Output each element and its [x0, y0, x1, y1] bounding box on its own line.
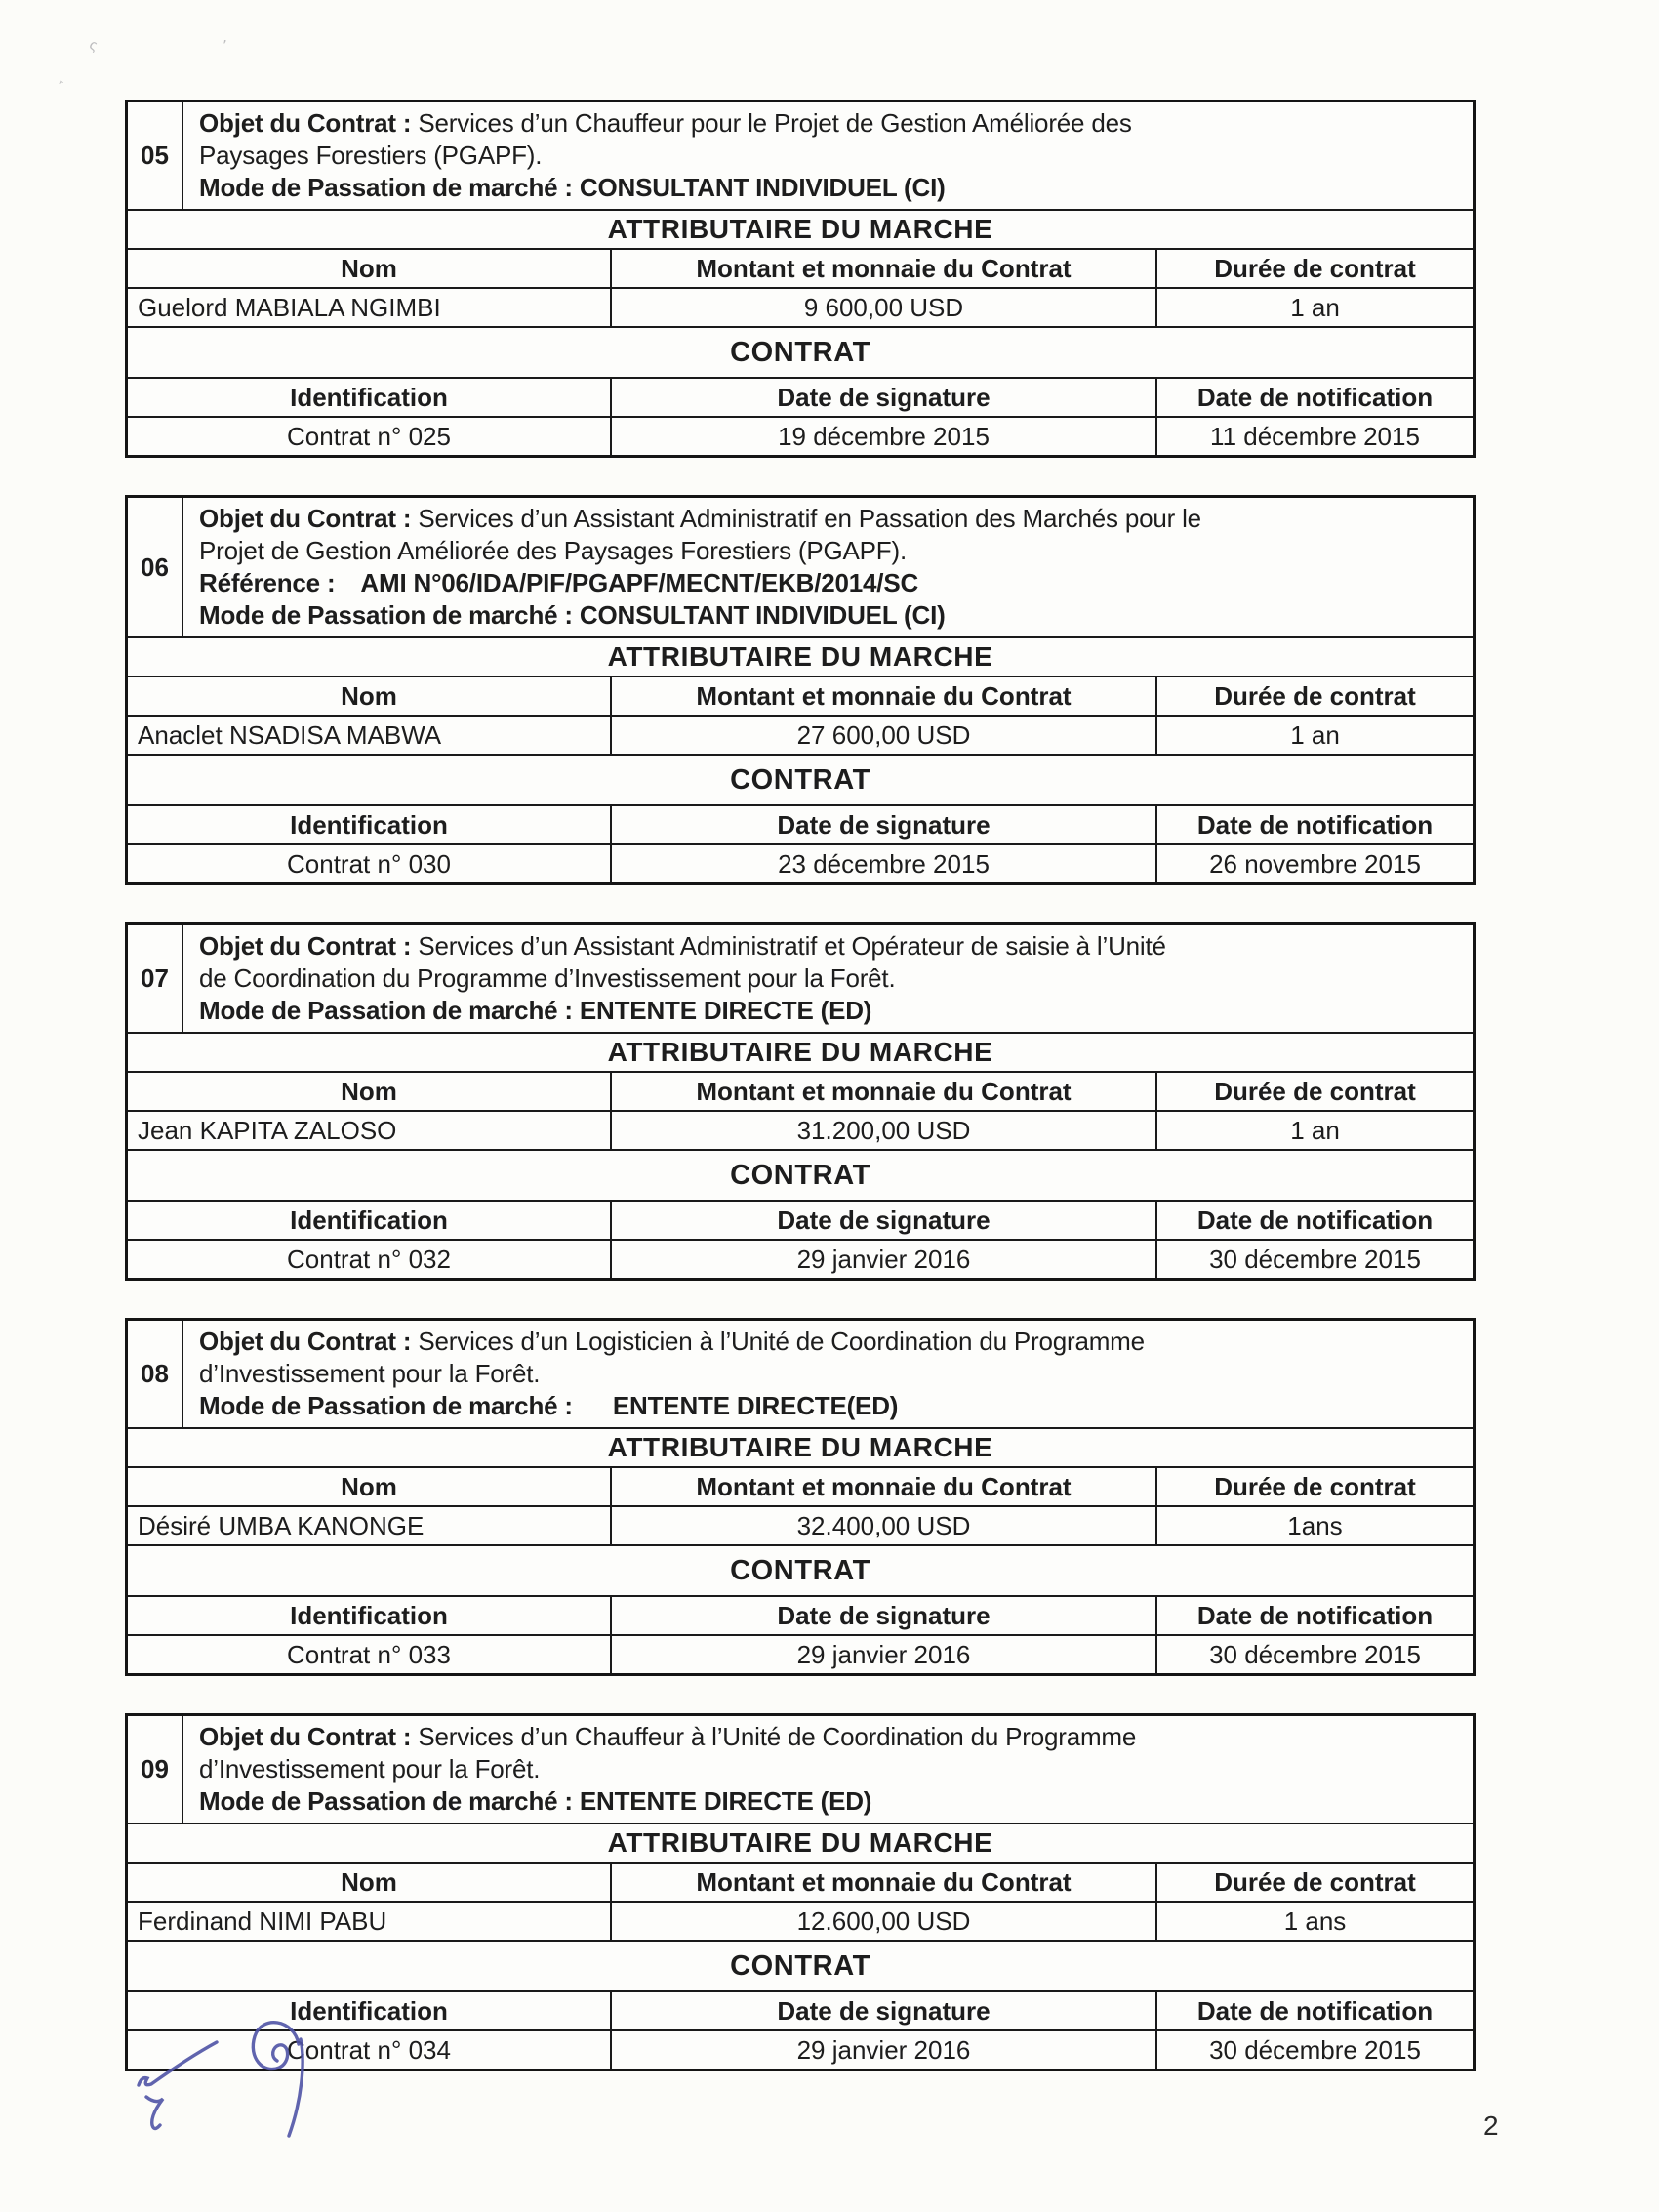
objet-text-continued: Projet de Gestion Améliorée des Paysages Forestiers (PGAPF). [199, 536, 907, 565]
col-header-nom: Nom [341, 1076, 397, 1106]
contract-block-05 [125, 100, 1476, 458]
objet-label: Objet du Contrat : [199, 504, 412, 533]
objet-line [199, 1721, 1459, 1753]
mode-label: Mode de Passation de marché : [199, 1391, 573, 1420]
attributaire-nom: Ferdinand NIMI PABU [138, 1905, 387, 1936]
contrat-data-row [128, 1239, 1473, 1278]
objet-text: Services d’un Chauffeur pour le Projet de Gestion Améliorée des [418, 108, 1132, 138]
contract-number: 06 [128, 498, 183, 636]
contrat-data-row [128, 416, 1473, 455]
contract-block-06 [125, 495, 1476, 885]
mode-label: Mode de Passation de marché : [199, 600, 573, 630]
contrat-header-row [128, 377, 1473, 416]
attributaire-montant: 27 600,00 USD [610, 717, 1155, 754]
objet-label: Objet du Contrat : [199, 931, 412, 961]
mode-label: Mode de Passation de marché : [199, 1786, 573, 1816]
objet-cell [183, 925, 1473, 1032]
mode-line [199, 1390, 1459, 1422]
contrat-date-notification: 30 décembre 2015 [1155, 2031, 1473, 2069]
col-header-nom: Nom [341, 253, 397, 283]
attributaire-montant: 12.600,00 USD [610, 1903, 1155, 1940]
scan-speck: ς [87, 36, 100, 55]
attributaire-montant: 31.200,00 USD [610, 1112, 1155, 1149]
attributaire-duree: 1ans [1155, 1507, 1473, 1544]
contract-block-09 [125, 1713, 1476, 2071]
reference-line [199, 567, 1459, 599]
col-header-identification: Identification [290, 382, 448, 412]
objet-row [128, 1716, 1473, 1823]
mode-line [199, 1785, 1459, 1818]
mode-label: Mode de Passation de marché : [199, 996, 573, 1025]
attributaire-nom: Anaclet NSADISA MABWA [138, 719, 442, 750]
mode-value: CONSULTANT INDIVIDUEL (CI) [579, 173, 946, 202]
col-header-date-notification: Date de notification [1155, 1992, 1473, 2029]
objet-cell [183, 102, 1473, 209]
col-header-montant: Montant et monnaie du Contrat [610, 1864, 1155, 1901]
col-header-duree: Durée de contrat [1155, 250, 1473, 287]
contrat-identification: Contrat n° 033 [287, 1639, 451, 1669]
scan-speck: ٬ [223, 38, 227, 55]
objet-row [128, 498, 1473, 636]
attributaire-header-row [128, 1466, 1473, 1505]
objet-row [128, 102, 1473, 209]
attributaire-header-row [128, 248, 1473, 287]
scan-speck: ‸ [55, 66, 64, 85]
contrat-identification: Contrat n° 032 [287, 1244, 451, 1274]
contrat-header-row [128, 1595, 1473, 1634]
contract-block-07 [125, 922, 1476, 1281]
mode-line [199, 172, 1459, 204]
objet-text-continued: d’Investissement pour la Forêt. [199, 1754, 541, 1783]
page-number: 2 [1483, 2110, 1499, 2141]
signature-ink [135, 2013, 320, 2154]
attributaire-duree: 1 an [1155, 1112, 1473, 1149]
contrat-date-signature: 29 janvier 2016 [610, 1241, 1155, 1278]
mode-value: CONSULTANT INDIVIDUEL (CI) [579, 600, 946, 630]
contrat-data-row [128, 843, 1473, 882]
mode-line [199, 599, 1459, 632]
contrat-date-notification: 26 novembre 2015 [1155, 845, 1473, 882]
objet-label: Objet du Contrat : [199, 1722, 412, 1751]
contracts-list [125, 100, 1476, 2109]
contrat-band: CONTRAT [128, 1149, 1473, 1200]
col-header-nom: Nom [341, 1471, 397, 1501]
attributaire-band: ATTRIBUTAIRE DU MARCHE [128, 636, 1473, 676]
col-header-date-signature: Date de signature [610, 1202, 1155, 1239]
col-header-date-notification: Date de notification [1155, 806, 1473, 843]
attributaire-montant: 32.400,00 USD [610, 1507, 1155, 1544]
attributaire-data-row [128, 287, 1473, 326]
objet-text: Services d’un Chauffeur à l’Unité de Coordination du Programme [418, 1722, 1137, 1751]
contrat-data-row [128, 2029, 1473, 2069]
col-header-montant: Montant et monnaie du Contrat [610, 1468, 1155, 1505]
contrat-date-signature: 29 janvier 2016 [610, 2031, 1155, 2069]
contrat-date-signature: 19 décembre 2015 [610, 418, 1155, 455]
contrat-identification: Contrat n° 025 [287, 421, 451, 451]
attributaire-band: ATTRIBUTAIRE DU MARCHE [128, 1427, 1473, 1466]
mode-value: ENTENTE DIRECTE (ED) [579, 1786, 872, 1816]
attributaire-header-row [128, 1862, 1473, 1901]
contrat-header-row [128, 804, 1473, 843]
objet-cell [183, 1321, 1473, 1427]
contrat-identification: Contrat n° 030 [287, 848, 451, 879]
contrat-band: CONTRAT [128, 1940, 1473, 1990]
contrat-date-signature: 29 janvier 2016 [610, 1636, 1155, 1673]
contrat-date-notification: 30 décembre 2015 [1155, 1636, 1473, 1673]
mode-value: ENTENTE DIRECTE(ED) [612, 1391, 899, 1420]
objet-line [199, 1326, 1459, 1358]
col-header-montant: Montant et monnaie du Contrat [610, 250, 1155, 287]
attributaire-montant: 9 600,00 USD [610, 289, 1155, 326]
contrat-date-notification: 30 décembre 2015 [1155, 1241, 1473, 1278]
col-header-date-notification: Date de notification [1155, 1597, 1473, 1634]
contrat-header-row [128, 1990, 1473, 2029]
contrat-data-row [128, 1634, 1473, 1673]
contract-number: 09 [128, 1716, 183, 1823]
objet-text-continued: de Coordination du Programme d’Investissement pour la Forêt. [199, 963, 896, 993]
col-header-date-signature: Date de signature [610, 1597, 1155, 1634]
objet-text-continued: Paysages Forestiers (PGAPF). [199, 141, 543, 170]
attributaire-data-row [128, 1901, 1473, 1940]
attributaire-nom: Désiré UMBA KANONGE [138, 1510, 425, 1540]
col-header-duree: Durée de contrat [1155, 1073, 1473, 1110]
reference-label: Référence : [199, 568, 336, 597]
mode-label: Mode de Passation de marché : [199, 173, 573, 202]
attributaire-duree: 1 an [1155, 717, 1473, 754]
col-header-date-signature: Date de signature [610, 379, 1155, 416]
objet-row [128, 925, 1473, 1032]
attributaire-duree: 1 ans [1155, 1903, 1473, 1940]
contrat-band: CONTRAT [128, 754, 1473, 804]
mode-line [199, 995, 1459, 1027]
attributaire-data-row [128, 715, 1473, 754]
col-header-montant: Montant et monnaie du Contrat [610, 1073, 1155, 1110]
contrat-date-notification: 11 décembre 2015 [1155, 418, 1473, 455]
col-header-nom: Nom [341, 1866, 397, 1897]
col-header-date-notification: Date de notification [1155, 1202, 1473, 1239]
attributaire-data-row [128, 1110, 1473, 1149]
attributaire-header-row [128, 676, 1473, 715]
contract-number: 08 [128, 1321, 183, 1427]
attributaire-band: ATTRIBUTAIRE DU MARCHE [128, 1823, 1473, 1862]
col-header-identification: Identification [290, 809, 448, 840]
contrat-band: CONTRAT [128, 1544, 1473, 1595]
mode-value: ENTENTE DIRECTE (ED) [579, 996, 872, 1025]
col-header-date-notification: Date de notification [1155, 379, 1473, 416]
col-header-montant: Montant et monnaie du Contrat [610, 677, 1155, 715]
objet-line [199, 503, 1459, 535]
col-header-identification: Identification [290, 1995, 448, 2026]
contract-block-08 [125, 1318, 1476, 1676]
col-header-duree: Durée de contrat [1155, 1468, 1473, 1505]
objet-row [128, 1321, 1473, 1427]
attributaire-header-row [128, 1071, 1473, 1110]
objet-text: Services d’un Logisticien à l’Unité de Coordination du Programme [418, 1327, 1145, 1356]
attributaire-nom: Jean KAPITA ZALOSO [138, 1115, 397, 1145]
reference-value: AMI N°06/IDA/PIF/PGAPF/MECNT/EKB/2014/SC [360, 568, 919, 597]
col-header-identification: Identification [290, 1600, 448, 1630]
objet-line [199, 930, 1459, 963]
objet-text: Services d’un Assistant Administratif et Opérateur de saisie à l’Unité [418, 931, 1166, 961]
objet-text-continued: d’Investissement pour la Forêt. [199, 1359, 541, 1388]
objet-label: Objet du Contrat : [199, 108, 412, 138]
contract-number: 07 [128, 925, 183, 1032]
attributaire-band: ATTRIBUTAIRE DU MARCHE [128, 1032, 1473, 1071]
contrat-band: CONTRAT [128, 326, 1473, 377]
col-header-nom: Nom [341, 680, 397, 711]
col-header-duree: Durée de contrat [1155, 677, 1473, 715]
contrat-header-row [128, 1200, 1473, 1239]
attributaire-duree: 1 an [1155, 289, 1473, 326]
col-header-duree: Durée de contrat [1155, 1864, 1473, 1901]
col-header-identification: Identification [290, 1205, 448, 1235]
objet-line [199, 107, 1459, 140]
objet-cell [183, 498, 1473, 636]
attributaire-band: ATTRIBUTAIRE DU MARCHE [128, 209, 1473, 248]
contrat-date-signature: 23 décembre 2015 [610, 845, 1155, 882]
objet-text: Services d’un Assistant Administratif en Passation des Marchés pour le [418, 504, 1201, 533]
contract-number: 05 [128, 102, 183, 209]
objet-cell [183, 1716, 1473, 1823]
handwritten-signature [135, 2013, 320, 2159]
attributaire-data-row [128, 1505, 1473, 1544]
objet-label: Objet du Contrat : [199, 1327, 412, 1356]
col-header-date-signature: Date de signature [610, 806, 1155, 843]
contrat-identification: Contrat n° 034 [287, 2034, 451, 2065]
attributaire-nom: Guelord MABIALA NGIMBI [138, 292, 441, 322]
col-header-date-signature: Date de signature [610, 1992, 1155, 2029]
